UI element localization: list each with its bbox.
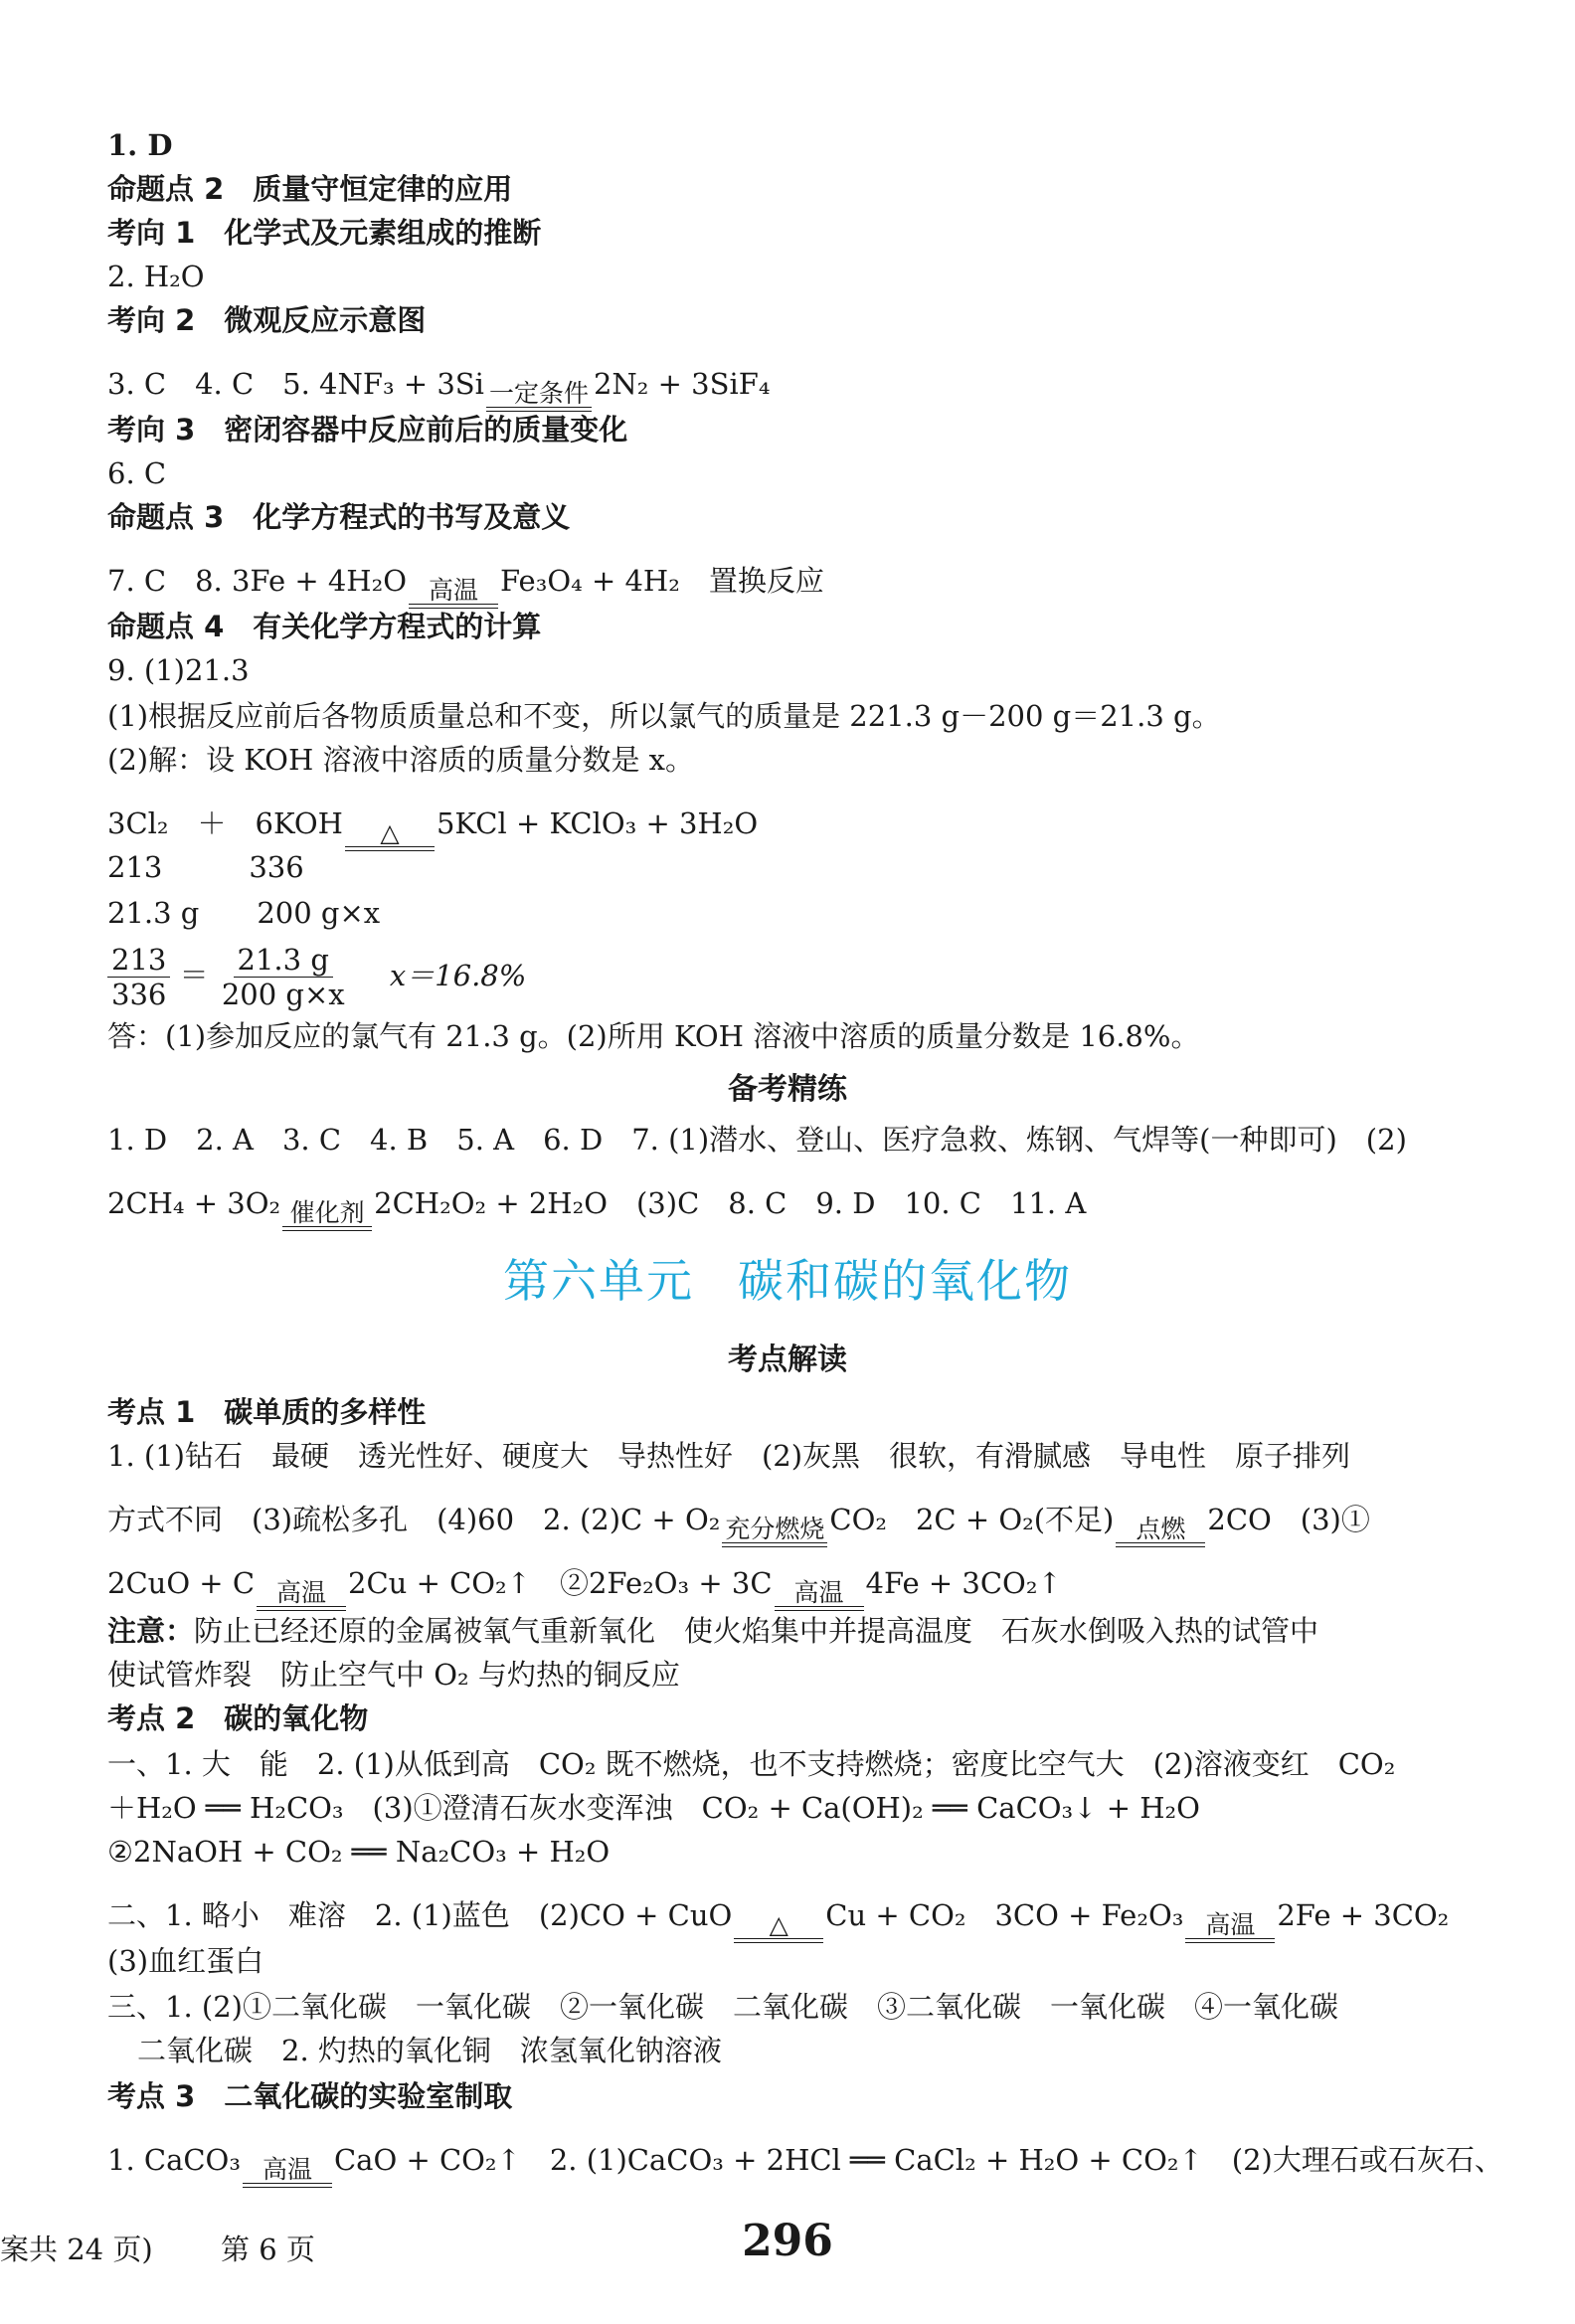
answer-line: 21.3 g 200 g×x	[107, 896, 381, 930]
equation-line	[107, 1183, 1539, 1231]
section-heading: 命题点 3 化学方程式的书写及意义	[107, 500, 571, 534]
equation-right: 2N₂ + 3SiF₄	[593, 367, 771, 401]
answer-line: ＋H₂O ══ H₂CO₃ (3)①澄清石灰水变浑浊 CO₂ + Ca(OH)₂ ══ CaCO₃↓ + H₂O	[107, 1791, 1200, 1825]
section-heading: 考点 3 二氧化碳的实验室制取	[107, 2079, 513, 2113]
answer-line: 6. C	[107, 456, 167, 490]
equation-right: Fe₃O₄ + 4H₂ 置换反应	[500, 564, 824, 598]
footer-page-label: 第 6 页	[221, 2233, 315, 2266]
reaction-condition: △	[345, 820, 435, 851]
answer-line: 1. D	[107, 128, 173, 162]
section-heading: 命题点 4 有关化学方程式的计算	[107, 610, 542, 643]
answer-line: 213 336	[107, 850, 304, 884]
fraction-equation: $\frac{213}{336}$ ＝ $\frac{21.3 g}{200 g\times x}$ x＝16.8%	[107, 943, 526, 1011]
answer-line: 使试管炸裂 防止空气中 O₂ 与灼热的铜反应	[107, 1658, 680, 1692]
answer-line: 答：(1)参加反应的氯气有 21.3 g。(2)所用 KOH 溶液中溶质的质量分数是 16.8%。	[107, 1019, 1200, 1053]
fraction-result: x＝16.8%	[389, 958, 527, 992]
unit-title: 第六单元 碳和碳的氧化物	[503, 1254, 1072, 1308]
reaction-condition: 催化剂	[282, 1200, 372, 1231]
reaction-condition: 高温	[257, 1580, 346, 1611]
footer-total-pages: 案共 24 页)	[0, 2233, 153, 2266]
subsection-title: 备考精练	[728, 1072, 847, 1107]
section-heading: 考点 2 碳的氧化物	[107, 1701, 369, 1735]
equation-left: 3. C 4. C 5. 4NF₃ + 3Si	[107, 367, 484, 401]
answer-line: 一、1. 大 能 2. (1)从低到高 CO₂ 既不燃烧，也不支持燃烧；密度比空气大 (2)溶液变红 CO₂	[107, 1747, 1396, 1781]
reaction-condition: 点燃	[1116, 1517, 1205, 1547]
answer-line: 1. (1)钻石 最硬 透光性好、硬度大 导热性好 (2)灰黑 很软，有滑腻感 导电性 原子排列	[107, 1439, 1351, 1473]
answer-line: 9. (1)21.3	[107, 653, 250, 687]
answer-line: (1)根据反应前后各物质质量总和不变，所以氯气的质量是 221.3 g－200 g＝21.3 g。	[107, 699, 1221, 733]
note-label: 注意：	[107, 1614, 195, 1648]
equation-right: 5KCl + KClO₃ + 3H₂O	[436, 806, 759, 840]
reaction-condition: 高温	[243, 2157, 332, 2188]
section-heading: 考向 1 化学式及元素组成的推断	[107, 216, 542, 250]
section-heading: 命题点 2 质量守恒定律的应用	[107, 172, 513, 206]
answer-line: ②2NaOH + CO₂ ══ Na₂CO₃ + H₂O	[107, 1835, 611, 1869]
equation-line: 方式不同 (3)疏松多孔 (4)60 2. (2)C + O₂ 充分燃烧 CO₂ 2C + O₂(不足) 点燃 2CO (3)①	[107, 1500, 1539, 1547]
equation-line: 1. CaCO₃ 高温 CaO + CO₂↑ 2. (1)CaCO₃ + 2HCl ══ CaCl₂ + H₂O + CO₂↑ (2)大理石或石灰石、	[107, 2140, 1539, 2188]
equation-line: 二、1. 略小 难溶 2. (1)蓝色 (2)CO + CuO △ Cu + CO₂ 3CO + Fe₂O₃ 高温 2Fe + 3CO₂	[107, 1895, 1539, 1943]
section-heading: 考点 1 碳单质的多样性	[107, 1395, 427, 1429]
answer-line: 三、1. (2)①二氧化碳 一氧化碳 ②一氧化碳 二氧化碳 ③二氧化碳 一氧化碳 ④一氧化碳	[107, 1990, 1338, 2024]
equation-left: 2CH₄ + 3O₂	[107, 1186, 281, 1220]
equation-left: 7. C 8. 3Fe + 4H₂O	[107, 564, 407, 598]
reaction-condition: △	[734, 1912, 823, 1943]
reaction-condition: 高温	[775, 1580, 864, 1611]
equation-line	[107, 561, 1539, 609]
answer-line: 1. D 2. A 3. C 4. B 5. A 6. D 7. (1)潜水、登山、医疗急救、炼钢、气焊等(一种即可) (2)	[107, 1123, 1407, 1157]
answer-line: 2. H₂O	[107, 260, 205, 293]
equation-right: 2CH₂O₂ + 2H₂O (3)C 8. C 9. D 10. C 11. A	[374, 1186, 1087, 1220]
answer-line: (3)血红蛋白	[107, 1944, 264, 1978]
equation-line: 2CuO + C 高温 2Cu + CO₂↑ ②2Fe₂O₃ + 3C 高温 4Fe + 3CO₂↑	[107, 1563, 1539, 1611]
equation-line	[107, 804, 1539, 851]
fraction: $\frac{213}{336}$	[107, 943, 170, 1011]
reaction-condition: 高温	[409, 578, 498, 609]
equation-line	[107, 364, 1539, 412]
section-heading: 考向 2 微观反应示意图	[107, 303, 427, 337]
answer-line: (2)解：设 KOH 溶液中溶质的质量分数是 x。	[107, 743, 695, 777]
answer-line: 二氧化碳 2. 灼热的氧化铜 浓氢氧化钠溶液	[137, 2034, 722, 2067]
subsection-title: 考点解读	[728, 1342, 847, 1377]
reaction-condition: 充分燃烧	[722, 1517, 827, 1547]
page-number: 296	[742, 2216, 833, 2266]
equation-left: 3Cl₂ ＋ 6KOH	[107, 806, 343, 840]
reaction-condition: 高温	[1185, 1912, 1275, 1943]
reaction-condition: 一定条件	[486, 381, 592, 412]
fraction: $\frac{21.3 g}{200 g\times x}$	[221, 943, 345, 1011]
note-line: 注意：防止已经还原的金属被氧气重新氧化 使火焰集中并提高温度 石灰水倒吸入热的试管中	[107, 1614, 1319, 1648]
section-heading: 考向 3 密闭容器中反应前后的质量变化	[107, 413, 628, 447]
